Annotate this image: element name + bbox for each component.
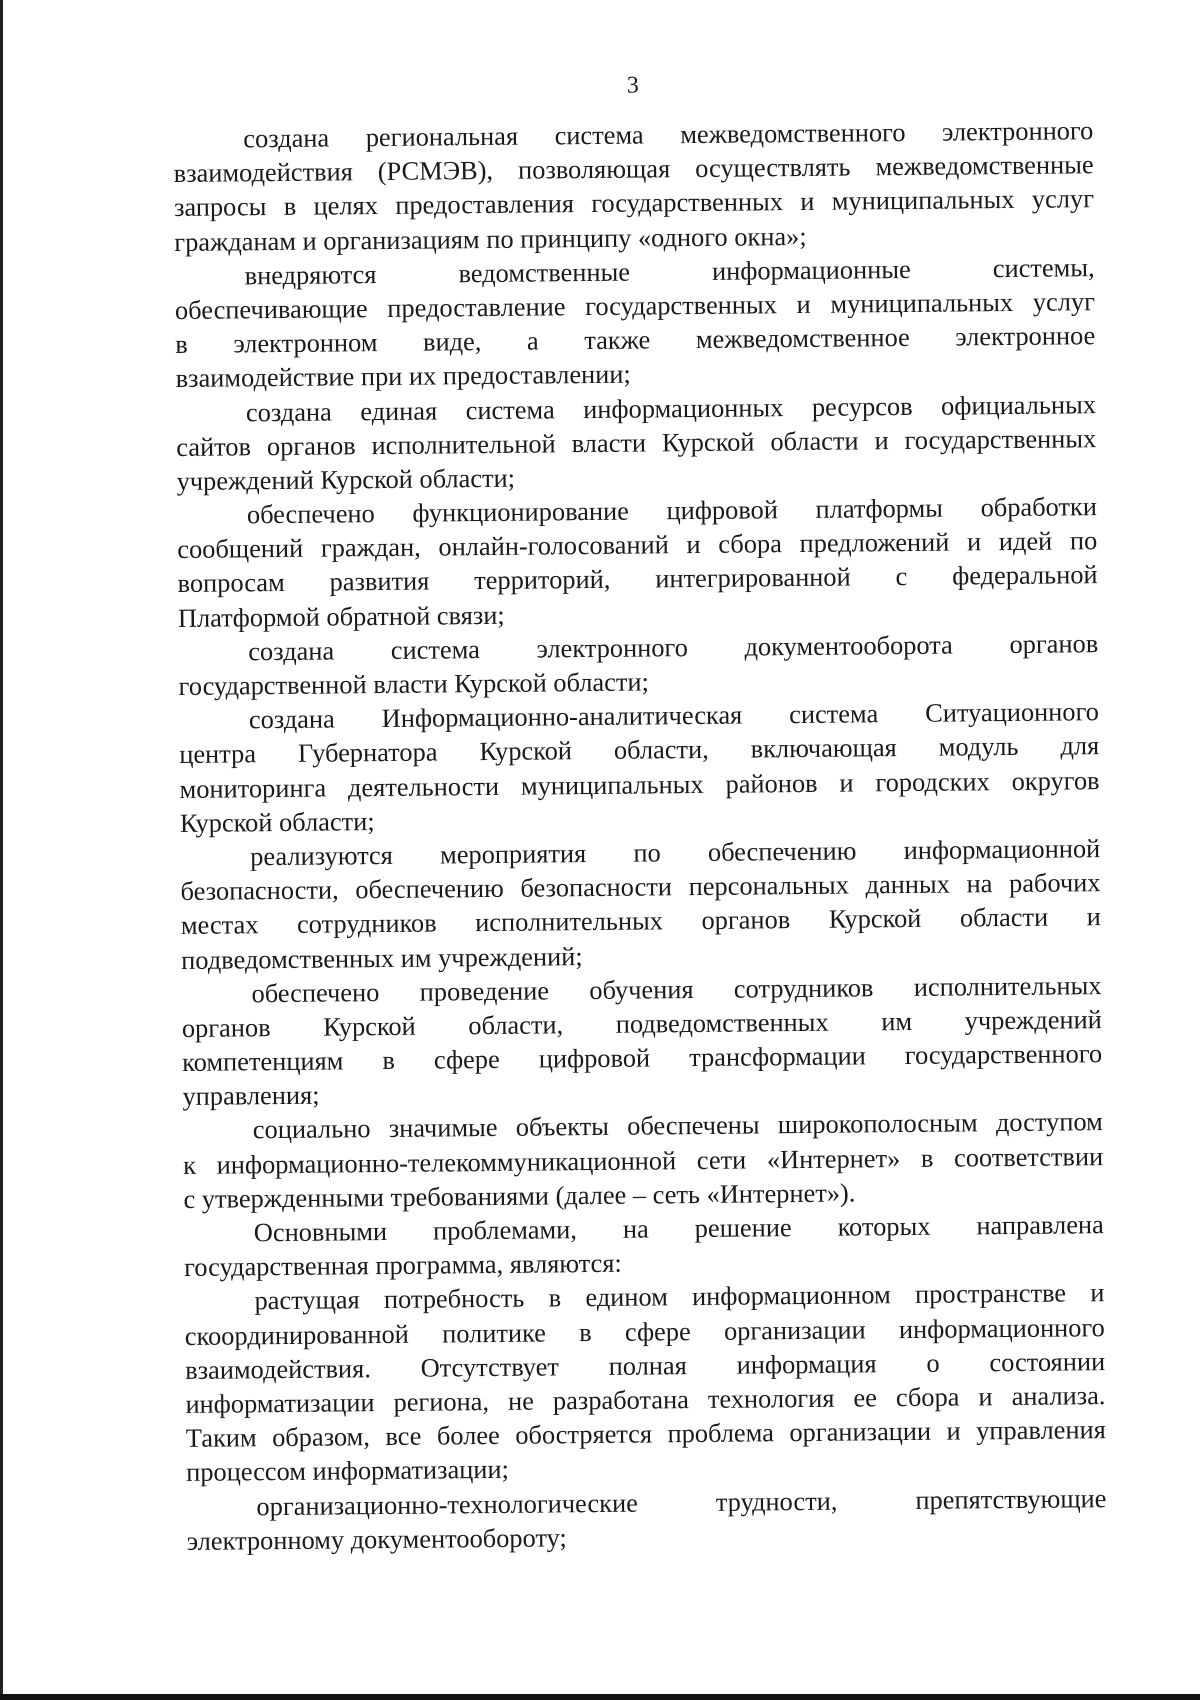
paragraph-line: Курской области; (179, 805, 375, 838)
paragraph-line: создана региональная система межведомственного электронного (243, 115, 1094, 154)
paragraph-line: мониторинга деятельности муниципальных районов и городских округов (179, 764, 1100, 804)
paragraph-line: безопасности, обеспечению безопасности персональных данных на рабочих (180, 867, 1101, 907)
paragraph-line: в электронном виде, а также межведомственное электронное (175, 320, 1096, 360)
paragraph-line: обеспечивающие предоставление государственных и муниципальных услуг (174, 286, 1096, 325)
paragraph-line: сообщений граждан, онлайн-голосований и сбора предложений и идей по (177, 525, 1098, 565)
paragraph (180, 831, 1101, 977)
paragraph-line: внедряются ведомственные информационные системы, (244, 251, 1095, 291)
paragraph (184, 1207, 1105, 1284)
scan-edge-bottom (0, 1694, 1200, 1700)
paragraph-line: управления; (182, 1079, 320, 1112)
paragraph-line: гражданам и организациям по принципу «одного окна»; (174, 220, 807, 257)
paragraph-line: взаимодействия. Отсутствует полная информация о состоянии (185, 1345, 1106, 1385)
paragraph-line: процессом информатизации; (185, 1454, 510, 1488)
paragraph-line: государственной власти Курской области; (178, 666, 650, 701)
paragraph-line: вопросам развития территорий, интегрированной с федеральной (177, 559, 1098, 599)
paragraph-line: информатизации региона, не разработана технология ее сбора и анализа. (185, 1380, 1106, 1419)
paragraph-line: Таким образом, все более обостряется проблема организации и управления (185, 1414, 1106, 1454)
paragraph-line: местах сотрудников исполнительных органов Курской области и (180, 901, 1101, 941)
paragraph (173, 113, 1094, 259)
paragraph-line: создана единая система информационных ресурсов официальных (245, 388, 1097, 427)
paragraph-line: растущая потребность в едином информационном пространстве и (254, 1277, 1105, 1316)
scan-edge-left (0, 0, 3, 1700)
paragraph-line: подведомственных им учреждений; (181, 940, 583, 975)
paragraph-line: органов Курской области, подведомственных им учреждений (181, 1003, 1102, 1043)
paragraph-line: создана система электронного документооборота органов (248, 627, 1099, 667)
paragraph-line: учреждений Курской области; (176, 462, 516, 496)
paragraph-line: создана Информационно-аналитическая система Ситуационного (248, 696, 1100, 735)
paragraph-line: взаимодействия (РСМЭВ), позволяющая осуществлять межведомственные (173, 149, 1094, 189)
paragraph (186, 1481, 1107, 1558)
paragraph (177, 489, 1098, 635)
paragraph (176, 387, 1097, 498)
paragraph-line: к информационно-телекоммуникационной сети «Интернет» в соответствии (183, 1140, 1104, 1180)
paragraph (174, 250, 1095, 396)
paragraph-line: электронному документообороту; (186, 1521, 567, 1556)
paragraph-line: с утвержденными требованиями (далее – сеть «Интернет»). (183, 1177, 856, 1214)
paragraph (184, 1275, 1106, 1489)
paragraph-line: Основными проблемами, на решение которых направлена (253, 1209, 1104, 1248)
paragraph (179, 694, 1100, 840)
paragraph-line: государственная программа, являются: (184, 1247, 622, 1283)
paragraph-line: запросы в целях предоставления государственных и муниципальных услуг (173, 183, 1095, 223)
paragraph-line: компетенциям в сфере цифровой трансформации государственного (182, 1038, 1103, 1078)
paragraph (178, 626, 1099, 703)
paragraph-line: Платформой обратной связи; (177, 599, 505, 633)
page-number: 3 (626, 72, 639, 99)
paragraph-line: сайтов органов исполнительной власти Курской области и государственных (176, 422, 1097, 462)
paragraph-line: центра Губернатора Курской области, включающая модуль для (179, 730, 1100, 770)
paragraph-line: реализуются мероприятия по обеспечению информационной (250, 833, 1101, 872)
paragraph-line: взаимодействие при их предоставлении; (175, 358, 631, 394)
paragraph (181, 968, 1102, 1114)
document-body (173, 113, 1107, 1558)
paragraph-line: обеспечено функционирование цифровой платформы обработки (246, 491, 1098, 530)
paragraph-line: социально значимые объекты обеспечены широкополосным доступом (252, 1106, 1103, 1145)
paragraph-line: организационно-технологические трудности, препятствующие (256, 1482, 1107, 1521)
paragraph-line: обеспечено проведение обучения сотрудников исполнительных (251, 969, 1102, 1008)
paragraph (183, 1105, 1104, 1216)
paragraph-line: скоординированной политике в сфере организации информационного (184, 1311, 1105, 1351)
